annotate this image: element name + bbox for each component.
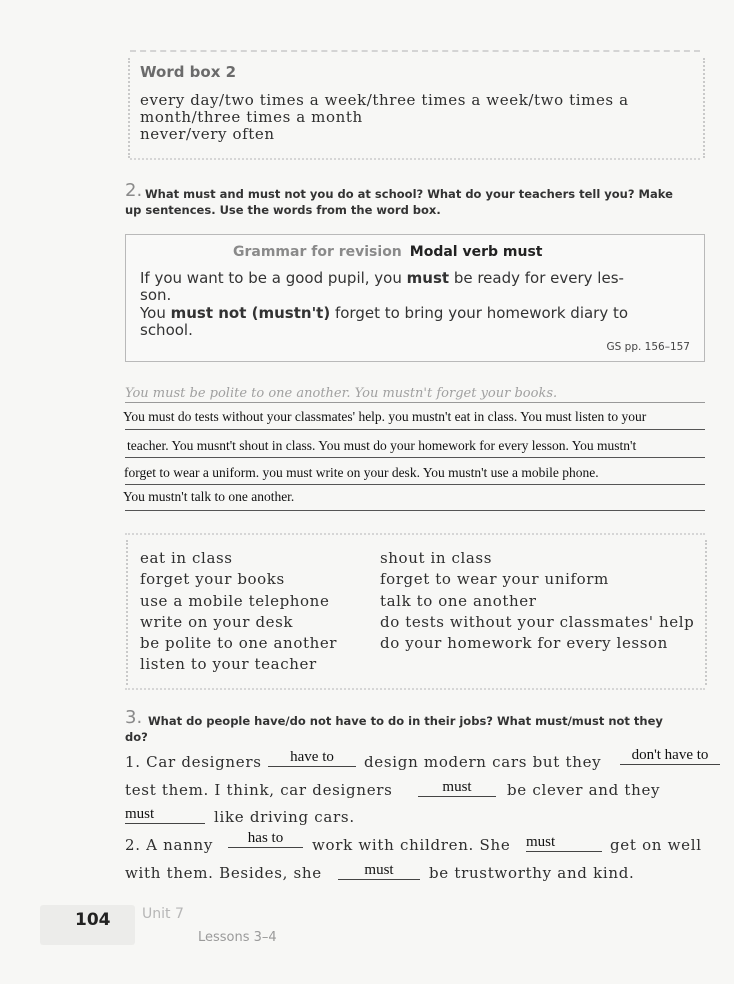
word-box-title: Word box 2: [140, 63, 237, 81]
task-3-instruction: What do people have/do not have to do in their jobs? What must/must not they: [148, 714, 663, 728]
exercise-text: 1. Car designers: [125, 753, 262, 771]
answer-rule: [125, 457, 705, 458]
answer-blank[interactable]: has to: [228, 830, 303, 848]
word-box-bottom-border: [130, 158, 700, 160]
word-list-top-border: [125, 533, 705, 535]
word-list-item: listen to your teacher: [140, 655, 317, 674]
task-2-instruction: What must and must not you do at school? What do your teachers tell you? Make: [145, 187, 673, 201]
answer-rule: [125, 484, 705, 485]
word-list-item: shout in class: [380, 549, 493, 567]
word-list-left-border: [126, 540, 128, 685]
word-box-right-border: [703, 58, 705, 158]
example-answer: You must be polite to one another. You mustn't forget your books.: [125, 386, 558, 401]
word-list-right-border: [705, 540, 707, 685]
word-box-line: month/three times a month: [140, 108, 363, 126]
page-number: 104: [75, 910, 111, 930]
answer-blank[interactable]: must: [526, 834, 602, 852]
word-list-item: eat in class: [140, 549, 233, 567]
word-list-bottom-border: [125, 688, 705, 690]
exercise-text: like driving cars.: [214, 808, 355, 826]
exercise-text: with them. Besides, she: [125, 864, 322, 882]
task-2-instruction: up sentences. Use the words from the word box.: [125, 203, 441, 217]
word-box-left-border: [128, 58, 130, 158]
word-list-item: write on your desk: [140, 612, 294, 631]
top-dashed-border: [130, 50, 700, 52]
exercise-text: work with children. She: [312, 836, 511, 854]
word-list-item: be polite to one another: [140, 634, 338, 653]
grammar-box-heading: [233, 244, 542, 260]
answer-blank[interactable]: must: [418, 779, 496, 797]
answer-line: You mustn't talk to one another.: [123, 489, 295, 504]
answer-rule: [125, 429, 705, 430]
grammar-paragraph-1: If you want to be a good pupil, you must be ready for every les- son.: [140, 269, 624, 304]
word-list-left-column: [140, 548, 337, 676]
answer-blank[interactable]: must: [338, 862, 420, 880]
grammar-reference: GS pp. 156–157: [606, 341, 690, 353]
word-list-item: use a mobile telephone: [140, 591, 330, 610]
exercise-text: be clever and they: [507, 781, 661, 799]
word-list-item: talk to one another: [380, 591, 537, 610]
answer-line: forget to wear a uniform. you must write on your desk. You mustn't use a mobile phone.: [124, 465, 599, 480]
answer-line: You must do tests without your classmates' help. you mustn't eat in class. You must listen to your: [123, 409, 647, 424]
answer-rule: [125, 402, 705, 403]
exercise-text: 2. A nanny: [125, 836, 214, 854]
grammar-box-title: Modal verb must: [409, 244, 543, 260]
grammar-box: [125, 234, 705, 362]
exercise-text: design modern cars but they: [364, 753, 602, 771]
word-list-item: forget to wear your uniform: [380, 570, 609, 589]
word-list-item: forget your books: [140, 570, 285, 589]
grammar-box-label: Grammar for revision: [233, 244, 402, 260]
unit-label: Unit 7: [142, 906, 184, 922]
answer-blank[interactable]: must: [125, 806, 205, 824]
task-3-instruction: do?: [125, 730, 148, 744]
answer-line: teacher. You musnt't shout in class. You must do your homework for every lesson. You mustn't: [127, 438, 637, 453]
word-list-item: do tests without your classmates' help: [380, 612, 695, 631]
task-2-number: 2.: [125, 180, 143, 201]
word-list-right-column: [380, 548, 694, 654]
grammar-paragraph-2: You must not (mustn't) forget to bring your homework diary to school.: [140, 304, 629, 339]
exercise-text: get on well: [610, 836, 702, 854]
answer-blank[interactable]: have to: [268, 749, 356, 767]
word-box-line: never/very often: [140, 125, 275, 143]
word-list-item: do your homework for every lesson: [380, 634, 668, 653]
exercise-text: be trustworthy and kind.: [429, 864, 635, 882]
word-box-line: every day/two times a week/three times a week/two times a: [140, 91, 629, 109]
exercise-text: test them. I think, car designers: [125, 781, 393, 799]
lessons-label: Lessons 3–4: [198, 930, 277, 945]
answer-blank[interactable]: don't have to: [620, 747, 720, 765]
task-3-number: 3.: [125, 707, 143, 728]
answer-rule: [125, 510, 705, 511]
